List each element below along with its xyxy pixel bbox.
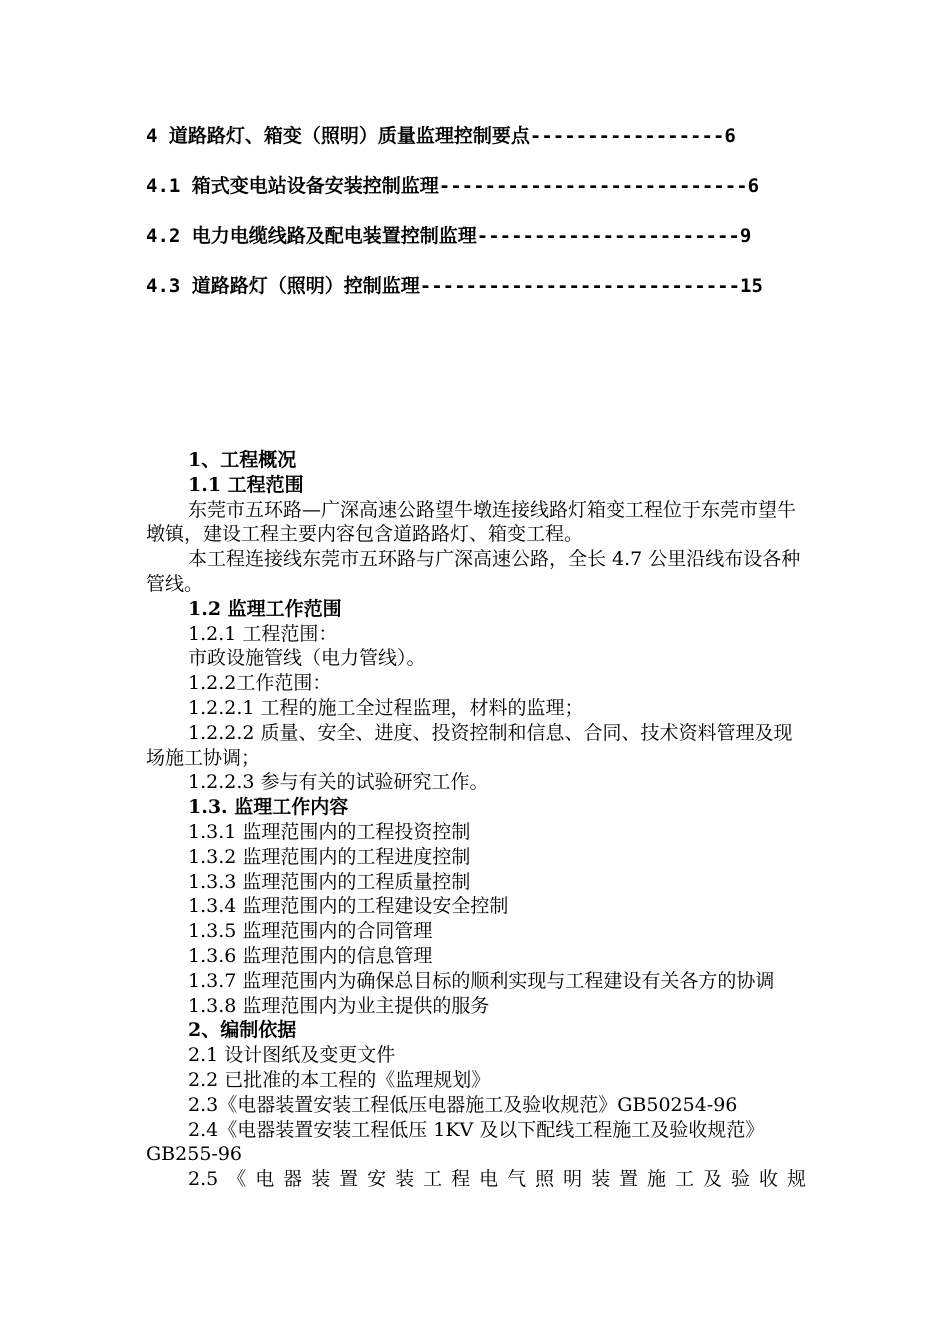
table-of-contents <box>146 122 806 322</box>
list-item: 1.3.2 监理范围内的工程进度控制 <box>188 845 471 868</box>
subsection-heading: 1.1 工程范围 <box>188 473 304 496</box>
paragraph: 市政设施管线（电力管线）。 <box>188 647 426 670</box>
paragraph: 本工程连接线东莞市五环路与广深高速公路，全长 4.7 公里沿线布设各种管线。 <box>146 548 801 595</box>
document-body <box>146 448 806 1192</box>
paragraph: 1.2.2.1 工程的施工全过程监理，材料的监理； <box>188 696 584 719</box>
list-item: 2.1 设计图纸及变更文件 <box>188 1044 396 1067</box>
section-heading: 2、编制依据 <box>188 1019 297 1042</box>
subsection-heading: 1.3. 监理工作内容 <box>188 796 349 819</box>
list-item: 2.5《电器装置安装工程电气照明装置施工及验收规 <box>188 1168 806 1191</box>
toc-entry[interactable]: 4.3 道路路灯（照明）控制监理----------------------------15 <box>146 275 763 297</box>
list-item: 2.2 已批准的本工程的《监理规划》 <box>188 1068 491 1091</box>
toc-entry[interactable]: 4.1 箱式变电站设备安装控制监理---------------------------6 <box>146 175 760 197</box>
toc-entry[interactable]: 4 道路路灯、箱变（照明）质量监理控制要点-----------------6 <box>146 125 736 147</box>
toc-entry[interactable]: 4.2 电力电缆线路及配电装置控制监理-----------------------9 <box>146 225 752 247</box>
list-item: 1.3.6 监理范围内的信息管理 <box>188 944 433 967</box>
list-item: 1.3.4 监理范围内的工程建设安全控制 <box>188 895 509 918</box>
list-item: 2.3《电器装置安装工程低压电器施工及验收规范》GB50254-96 <box>188 1093 738 1116</box>
list-item: 1.3.3 监理范围内的工程质量控制 <box>188 870 471 893</box>
paragraph: 1.2.2工作范围： <box>188 672 332 695</box>
list-item: 1.3.8 监理范围内为业主提供的服务 <box>188 994 490 1017</box>
list-item: 1.3.7 监理范围内为确保总目标的顺利实现与工程建设有关各方的协调 <box>188 969 775 992</box>
paragraph: 东莞市五环路—广深高速公路望牛墩连接线路灯箱变工程位于东莞市望牛墩镇，建设工程主要内容包含道路路灯、箱变工程。 <box>146 498 797 546</box>
list-item: 1.3.1 监理范围内的工程投资控制 <box>188 820 471 843</box>
section-heading: 1、工程概况 <box>188 449 297 471</box>
paragraph: 1.2.2.3 参与有关的试验研究工作。 <box>188 771 489 794</box>
list-item: 2.4《电器装置安装工程低压 1KV 及以下配线工程施工及验收规范》 GB255-96 <box>146 1118 765 1166</box>
paragraph: 1.2.1 工程范围： <box>188 622 338 645</box>
paragraph: 1.2.2.2 质量、安全、进度、投资控制和信息、合同、技术资料管理及现场施工协调； <box>146 721 793 769</box>
subsection-heading: 1.2 监理工作范围 <box>188 597 342 620</box>
list-item: 1.3.5 监理范围内的合同管理 <box>188 920 433 943</box>
